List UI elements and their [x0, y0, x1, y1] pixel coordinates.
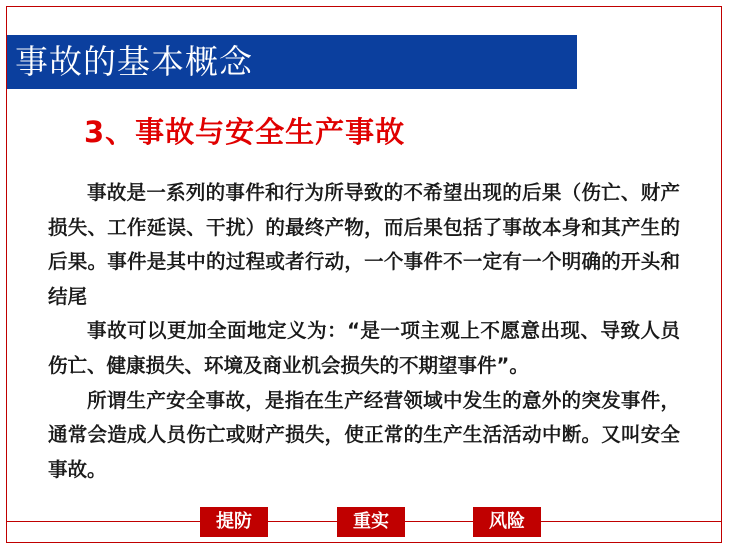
- footer-tag-prevent: 提防: [200, 507, 268, 537]
- footer-tag-emphasize: 重实: [337, 507, 405, 537]
- slide-title: 事故的基本概念: [15, 42, 253, 81]
- body-text: [48, 176, 680, 487]
- slide-title-bar: [7, 35, 577, 89]
- paragraph-production-safety-accident: 所谓生产安全事故，是指在生产经营领域中发生的意外的突发事件，通常会造成人员伤亡或财产损失，使正常的生产生活活动中断。又叫安全事故。: [48, 388, 680, 481]
- paragraph-accident-definition: 事故是一系列的事件和行为所导致的不希望出现的后果（伤亡、财产损失、工作延误、干扰）的最终产物，而后果包括了事故本身和其产生的后果。事件是其中的过程或者行动，一个事件不一定有一个明确的开头和结尾: [48, 181, 680, 308]
- paragraph-comprehensive-definition: 事故可以更加全面地定义为：“是一项主观上不愿意出现、导致人员伤亡、健康损失、环境及商业机会损失的不期望事件”。: [48, 319, 680, 377]
- footer-tag-risk: 风险: [473, 507, 541, 537]
- section-heading: 3、事故与安全生产事故: [84, 115, 406, 149]
